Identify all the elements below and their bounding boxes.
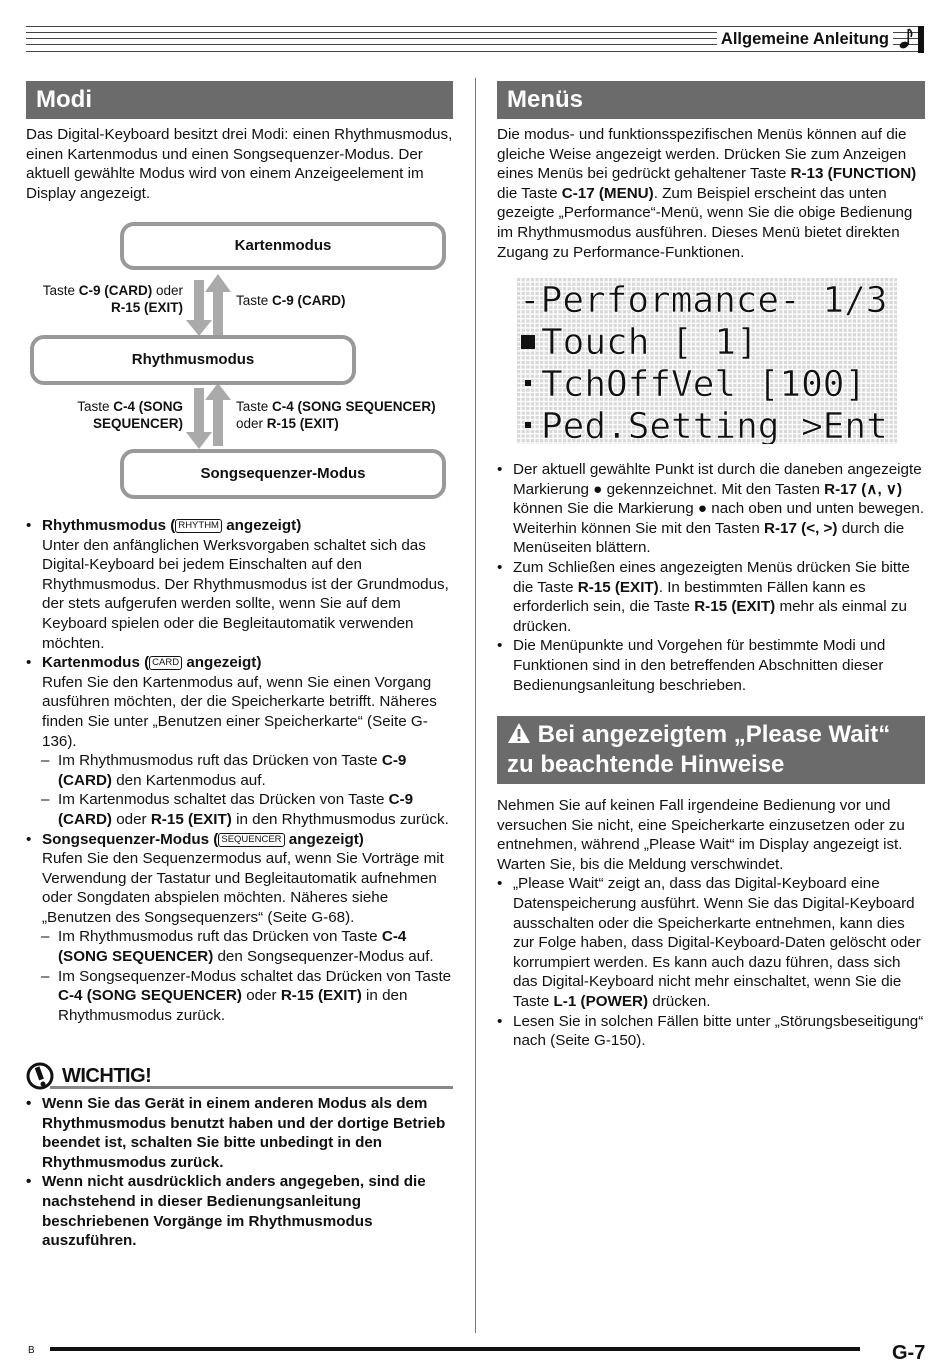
menus-intro: Die modus- und funktionsspezifischen Menüs können auf die gleiche Weise angezeigt werden. Drücken Sie zum Anzeigen eines Menüs bei gedrückt gehaltener Taste R-13 (FUNCTION) die Taste C-17 (MENU). Zum Beispiel erscheint das unten gezeigte „Performance“-Menü, wenn Sie die obige Bedienung im Rhythmusmodus ausführen. Dieses Menü bietet direkten Zugang zu Performance-Funktionen.: [497, 126, 917, 261]
lcd-line-3: TchOffVel [100]: [541, 364, 867, 405]
list-item: • Der aktuell gewählte Punkt ist durch die daneben angezeigte Markierung ● gekennzeichnet. Mit den Tasten R-17 (∧, ∨) können Sie die Markierung ● nach oben und unten bewegen. Weiterhin können Sie mit den Tasten R-17 (<, >) durch die Menüseiten blättern.: [497, 461, 925, 557]
please-wait-section: [497, 716, 925, 1051]
lcd-line-2: Touch [ 1]: [541, 322, 758, 363]
label-right-bottom: Taste C-4 (SONG SEQUENCER) oder R-15 (EXIT): [236, 399, 436, 431]
box-kartenmodus: Kartenmodus: [120, 222, 446, 270]
list-item-rhythmus: • Rhythmusmodus ( RHYTHM angezeigt) Unter den anfänglichen Werksvorgaben schaltet sich das Digital-Keyboard bei jedem Einschalten auf den Rhythmusmodus. Der Rhythmusmodus ist der Grundmodus, der stets aufgerufen werden sollte, wenn Sie auf dem Keyboard spielen oder die Begleitautomatik verwenden möchten.: [26, 517, 449, 652]
menus-heading: Menüs: [497, 81, 925, 119]
please-wait-text: Nehmen Sie auf keinen Fall irgendeine Bedienung vor und versuchen Sie nicht, eine Speicherkarte einzusetzen oder zu entnehmen, während „Please Wait“ im Display angezeigt ist. Warten Sie, bis die Meldung verschwindet.: [497, 797, 905, 873]
list-item: • Die Menüpunkte und Vorgehen für bestimmte Modi und Funktionen sind in den betreffenden Abschnitten dieser Bedienungsanleitung beschrieben.: [497, 637, 886, 694]
modi-intro: Das Digital-Keyboard besitzt drei Modi: einen Rhythmusmodus, einen Kartenmodus und einen Songsequenzer-Modus. Der aktuell gewählte Modus wird von einem Anzeigeelement im Display angezeigt.: [26, 126, 453, 202]
footer-rule: [50, 1347, 860, 1351]
lcd-cursor: [521, 335, 535, 349]
label-right-top: Taste C-9 (CARD): [236, 293, 346, 308]
sub-item: – Im Rhythmusmodus ruft das Drücken von Taste C-4 (SONG SEQUENCER) den Songsequenzer-Modus auf.: [41, 928, 434, 966]
sub-item: – Im Rhythmusmodus ruft das Drücken von Taste C-9 (CARD) den Kartenmodus auf.: [41, 752, 407, 789]
wichtig-rule: [50, 1086, 453, 1089]
label-left-bottom: Taste C-4 (SONG SEQUENCER): [77, 399, 183, 431]
wichtig-item: • Wenn nicht ausdrücklich anders angegeben, sind die nachstehend in dieser Bedienungsanleitung beschriebenen Vorgänge im Rhythmusmodus auszuführen.: [26, 1173, 426, 1250]
wichtig-item: • Wenn Sie das Gerät in einem anderen Modus als dem Rhythmusmodus benutzt haben und der dortige Betrieb beendet ist, schalten Sie bitte unbedingt in den Rhythmusmodus zurück.: [26, 1095, 446, 1171]
menus-section: [497, 81, 925, 262]
wichtig-header: [26, 1062, 453, 1092]
box-rhythmusmodus: Rhythmusmodus: [30, 335, 356, 385]
please-wait-heading: Bei angezeigtem „Please Wait“ zu beachtende Hinweise: [497, 716, 925, 784]
page-number: G-7: [892, 1342, 926, 1364]
column-divider: [475, 78, 476, 1333]
wichtig-list: [26, 1094, 453, 1251]
sub-item: – Im Songsequenzer-Modus schaltet das Drücken von Taste C-4 (SONG SEQUENCER) oder R-15 (EXIT) in den Rhythmusmodus zurück.: [41, 967, 452, 1024]
rhythm-indicator: RHYTHM: [175, 519, 222, 533]
mode-diagram: [26, 220, 453, 502]
header-bar: [918, 26, 924, 53]
footer-letter: B: [28, 1345, 35, 1356]
modi-list: [26, 516, 453, 1025]
list-item: • „Please Wait“ zeigt an, dass das Digital-Keyboard eine Datenspeicherung ausführt. Wenn Sie das Digital-Keyboard ausschalten oder die Speicherkarte entnehmen, kann dies zur Folge haben, dass Digital-Keyboard-Daten gelöscht oder korrumpiert werden. Es kann auch dazu führen, dass sich das Digital-Keyboard nicht mehr einschaltet, wenn Sie die Taste L-1 (POWER) drücken.: [497, 875, 921, 1010]
list-item: • Lesen Sie in solchen Fällen bitte unter „Störungsbeseitigung“ nach (Seite G-150).: [497, 1012, 924, 1050]
sub-item: – Im Kartenmodus schaltet das Drücken von Taste C-9 (CARD) oder R-15 (EXIT) in den Rhythmusmodus zurück.: [41, 791, 449, 828]
lcd-line-1: -Performance- 1/3: [519, 280, 888, 321]
warning-triangle-icon: [507, 722, 531, 744]
header-title: Allgemeine Anleitung: [717, 30, 893, 49]
menus-list: [497, 460, 925, 695]
sequencer-indicator: SEQUENCER: [218, 833, 284, 847]
list-item: • Zum Schließen eines angezeigten Menüs drücken Sie bitte die Taste R-15 (EXIT). In bestimmten Fällen kann es erforderlich sein, die Taste R-15 (EXIT) mehr als einmal zu drücken.: [497, 558, 910, 635]
list-item-karten: • Kartenmodus ( CARD angezeigt) Rufen Sie den Kartenmodus auf, wenn Sie einen Vorgang ausführen möchten, der die Speicherkarte betrifft. Näheres finden Sie unter „Benutzen einer Speicherkarte“ (Seite G-136).: [26, 654, 437, 750]
modi-heading: Modi: [26, 81, 453, 119]
list-item-songsequenzer: • Songsequenzer-Modus ( SEQUENCER angezeigt) Rufen Sie den Sequenzermodus auf, wenn Sie Vorträge mit Verwendung der Tastatur und Begleitautomatik aufnehmen oder Songdaten abspielen möchten. Näheres siehe „Benutzen des Songsequenzers“ (Seite G-68).: [26, 830, 444, 926]
box-songsequenzer: Songsequenzer-Modus: [120, 449, 446, 499]
modi-section: [26, 81, 453, 203]
wichtig-label: WICHTIG!: [62, 1065, 152, 1087]
lcd-line-4: Ped.Setting >Ent: [541, 406, 888, 444]
card-indicator: CARD: [149, 656, 182, 670]
label-left-top: Taste C-9 (CARD) oder R-15 (EXIT): [42, 283, 183, 315]
music-note-icon: [898, 26, 914, 52]
lcd-display: [517, 278, 897, 444]
